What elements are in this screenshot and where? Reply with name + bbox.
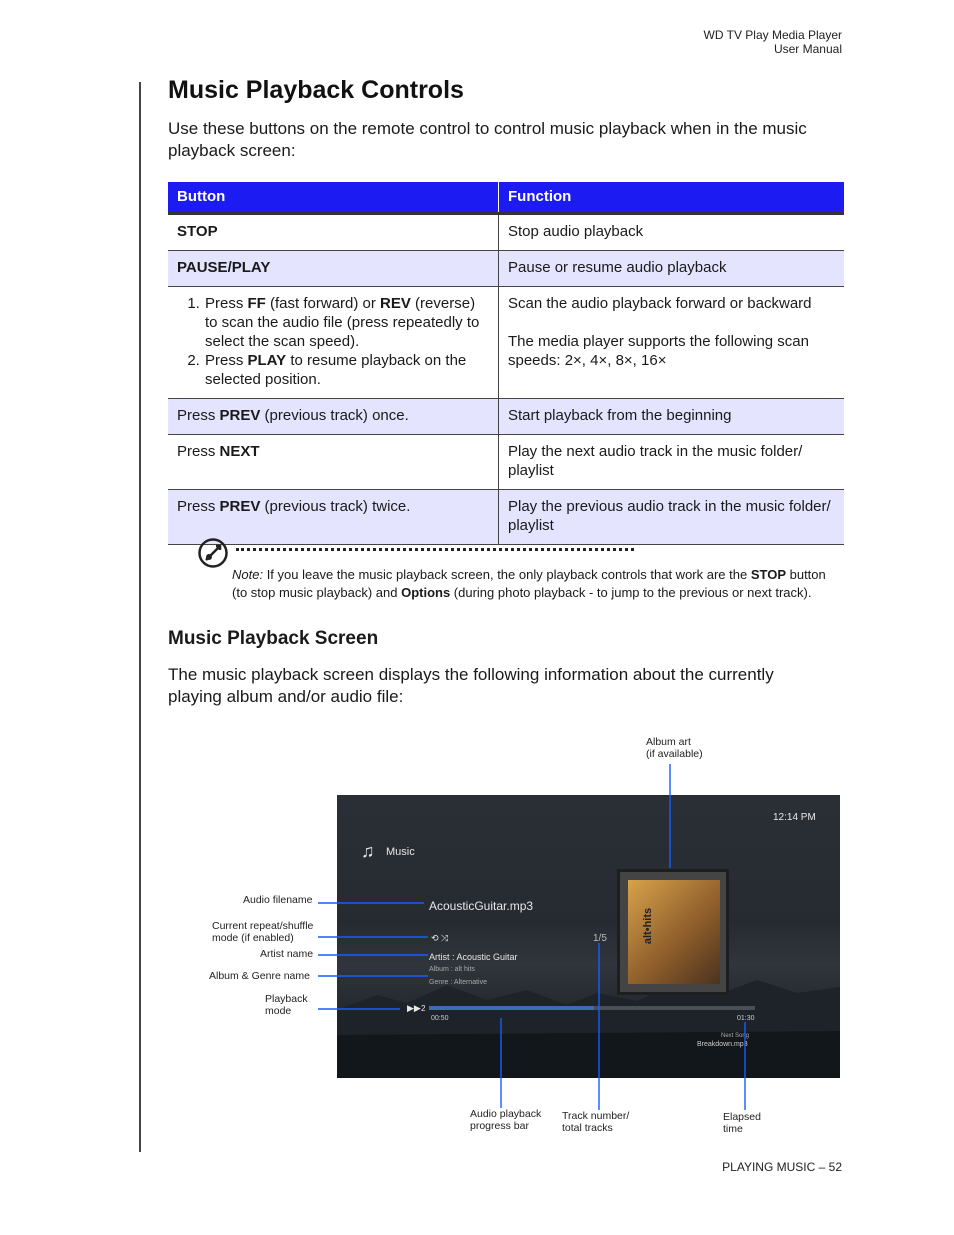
section-paragraph: The music playback screen displays the following information about the currently playing album and/or audio file: [168,665,774,706]
header-function: Function [499,182,845,214]
step-item: 1. Press FF (fast forward) or REV (reverse) to scan the audio file (press repeatedly to select the scan speed). [204,294,489,351]
function-text: The media player supports the following scan speeds: 2×, 4×, 8×, 16× [508,333,809,369]
function-cell: Play the previous audio track in the music folder/ playlist [499,490,845,545]
next-song-label: Next Song [721,1033,750,1039]
function-cell: Play the next audio track in the music folder/ playlist [499,435,845,490]
callout-album-genre: Album & Genre name [209,970,310,982]
button-cell: Press NEXT [168,435,499,490]
clock: 12:14 PM [773,812,816,823]
section-heading: Music Playback Screen [168,628,379,649]
section-label: Music [386,846,415,858]
button-cell: Press PREV (previous track) twice. [168,490,499,545]
note-text: Note: If you leave the music playback screen, the only playback controls that work are the STOP button (to stop music playback) and Options (during photo playback - to jump to the previous or next track). [232,567,826,600]
button-cell: Press PREV (previous track) once. [168,399,499,435]
callout-track-number: Track number/ total tracks [562,1110,630,1134]
music-note-icon: ♫ [361,841,375,861]
album-art-text: alt•hits [642,907,655,945]
playback-mode-icon: ▶▶ [407,1003,421,1013]
elapsed-time: 00:50 [431,1015,449,1022]
callout-elapsed-time: Elapsed time [723,1111,761,1135]
step-item: 2. Press PLAY to resume playback on the selected position. [204,351,489,389]
next-song: Breakdown.mp3 [697,1041,748,1048]
function-text: Scan the audio playback forward or backward [508,295,812,312]
header-button: Button [168,182,499,214]
page-footer: PLAYING MUSIC – 52 [722,1160,842,1174]
callout-audio-filename: Audio filename [243,894,313,906]
header-product: WD TV Play Media Player [703,28,842,42]
page-title: Music Playback Controls [168,76,464,104]
callout-playback-mode: Playback mode [265,993,308,1017]
callout-artist-name: Artist name [260,948,314,960]
repeat-icon: ⟲ ⤨ [431,933,449,943]
intro-paragraph: Use these buttons on the remote control to control music playback when in the music playback screen: [168,119,807,160]
function-cell: Pause or resume audio playback [499,251,845,287]
callout-progress-bar: Audio playback progress bar [470,1108,542,1132]
audio-filename: AcousticGuitar.mp3 [429,899,534,913]
total-time: 01:30 [737,1015,755,1022]
button-name: STOP [177,223,218,240]
header-doc: User Manual [773,42,842,56]
function-cell: Stop audio playback [499,214,845,251]
footer-section: PLAYING MUSIC [722,1160,816,1174]
artist-name: Artist : Acoustic Guitar [429,952,518,962]
callout-repeat-shuffle: Current repeat/shuffle mode (if enabled) [212,920,314,944]
album-name: Album : alt hits [429,966,475,973]
track-number: 1/5 [593,933,607,944]
playback-mode: 2 [421,1004,426,1013]
function-cell: Start playback from the beginning [499,399,845,435]
genre-name: Genre : Alternative [429,979,487,986]
button-name: PAUSE/PLAY [177,259,271,276]
callout-album-art: Album art (if available) [646,736,703,760]
page-number: 52 [828,1160,842,1174]
